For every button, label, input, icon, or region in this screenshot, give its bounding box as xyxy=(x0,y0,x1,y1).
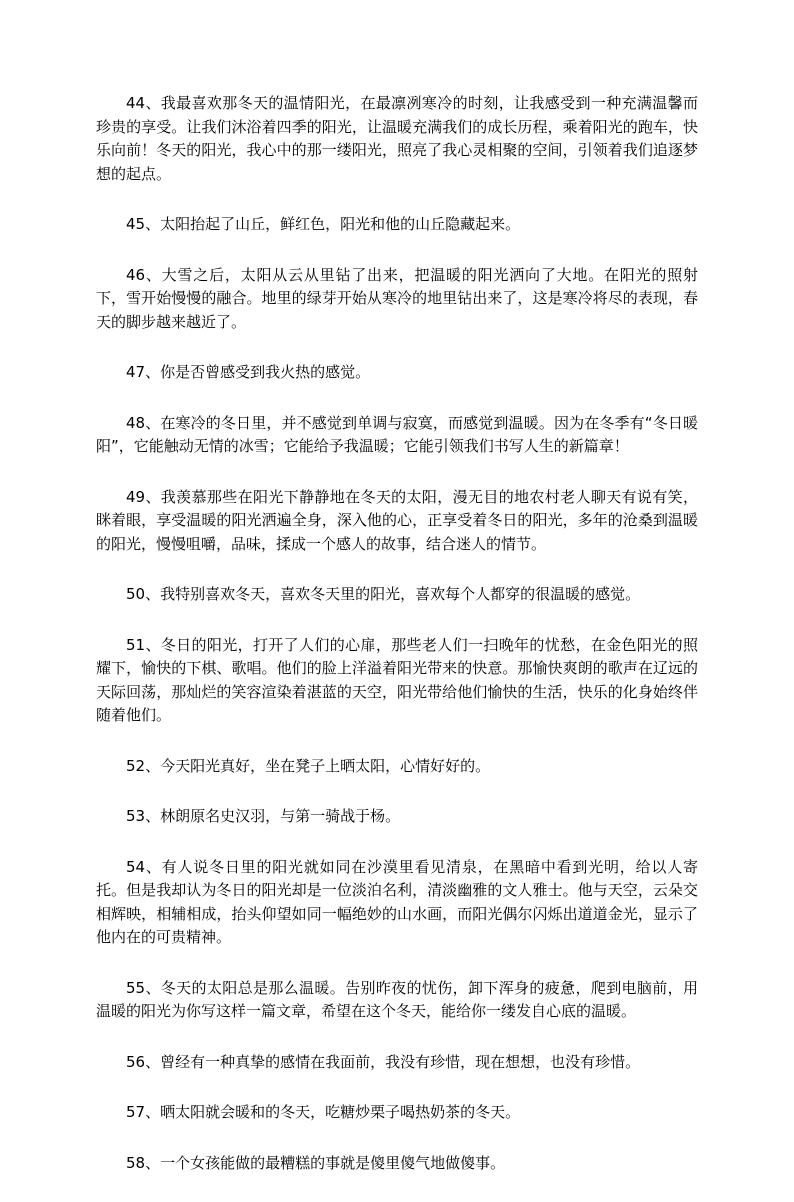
paragraph-51: 51、冬日的阳光，打开了人们的心扉，那些老人们一扫晚年的忧愁，在金色阳光的照耀下，愉快的下棋、歌唱。他们的脸上洋溢着阳光带来的快意。那愉快爽朗的歌声在辽远的天际回荡，那灿烂的笑容渲染着湛蓝的天空，阳光带给他们愉快的生活，快乐的化身始终伴随着他们。 xyxy=(96,635,698,724)
paragraph-46: 46、大雪之后，太阳从云从里钻了出来，把温暖的阳光洒向了大地。在阳光的照射下，雪开始慢慢的融合。地里的绿芽开始从寒冷的地里钻出来了，这是寒冷将尽的表现，春天的脚步越来越近了。 xyxy=(96,265,698,331)
paragraph-48: 48、在寒冷的冬日里，并不感觉到单调与寂寞，而感觉到温暖。因为在冬季有“冬日暖阳”，它能触动无情的冰雪；它能给予我温暖；它能引领我们书写人生的新篇章！ xyxy=(96,413,698,455)
paragraph-50: 50、我特别喜欢冬天，喜欢冬天里的阳光，喜欢每个人都穿的很温暖的感觉。 xyxy=(126,585,641,603)
paragraph-47: 47、你是否曾感受到我火热的感觉。 xyxy=(126,363,371,381)
paragraph-55: 55、冬天的太阳总是那么温暖。告别昨夜的忧伤，卸下浑身的疲惫，爬到电脑前，用温暖的阳光为你写这样一篇文章，希望在这个冬天，能给你一缕发自心底的温暖。 xyxy=(96,978,698,1020)
document-page xyxy=(96,92,698,1202)
paragraph-52: 52、今天阳光真好，坐在凳子上晒太阳，心情好好的。 xyxy=(126,756,491,775)
paragraph-53: 53、林朗原名史汉羽，与第一骑战于杨。 xyxy=(126,807,401,825)
paragraph-57: 57、晒太阳就会暖和的冬天，吃糖炒栗子喝热奶茶的冬天。 xyxy=(126,1103,521,1121)
paragraph-56: 56、曾经有一种真挚的感情在我面前，我没有珍惜，现在想想，也没有珍惜。 xyxy=(126,1052,641,1071)
paragraph-58: 58、一个女孩能做的最糟糕的事就是傻里傻气地做傻事。 xyxy=(126,1153,506,1172)
paragraph-45: 45、太阳抬起了山丘，鲜红色，阳光和他的山丘隐藏起来。 xyxy=(126,215,521,233)
paragraph-44: 44、我最喜欢那冬天的温情阳光，在最凛冽寒冷的时刻，让我感受到一种充满温馨而珍贵的享受。让我们沐浴着四季的阳光，让温暖充满我们的成长历程，乘着阳光的跑车，快乐向前！冬天的阳光，我心中的那一缕阳光，照亮了我心灵相聚的空间，引领着我们追逐梦想的起点。 xyxy=(96,94,698,183)
paragraph-49: 49、我羡慕那些在阳光下静静地在冬天的太阳，漫无目的地农村老人聊天有说有笑，眯着眼，享受温暖的阳光洒遍全身，深入他的心，正享受着冬日的阳光，多年的沧桑到温暖的阳光，慢慢咀嚼，品味，揉成一个感人的故事，结合迷人的情节。 xyxy=(96,487,698,553)
paragraph-54: 54、有人说冬日里的阳光就如同在沙漠里看见清泉，在黑暗中看到光明，给以人寄托。但是我却认为冬日的阳光却是一位淡泊名利，清淡幽雅的文人雅士。他与天空，云朵交相辉映，相辅相成，抬头仰望如同一幅绝妙的山水画，而阳光偶尔闪烁出道道金光，显示了他内在的可贵精神。 xyxy=(96,857,698,946)
